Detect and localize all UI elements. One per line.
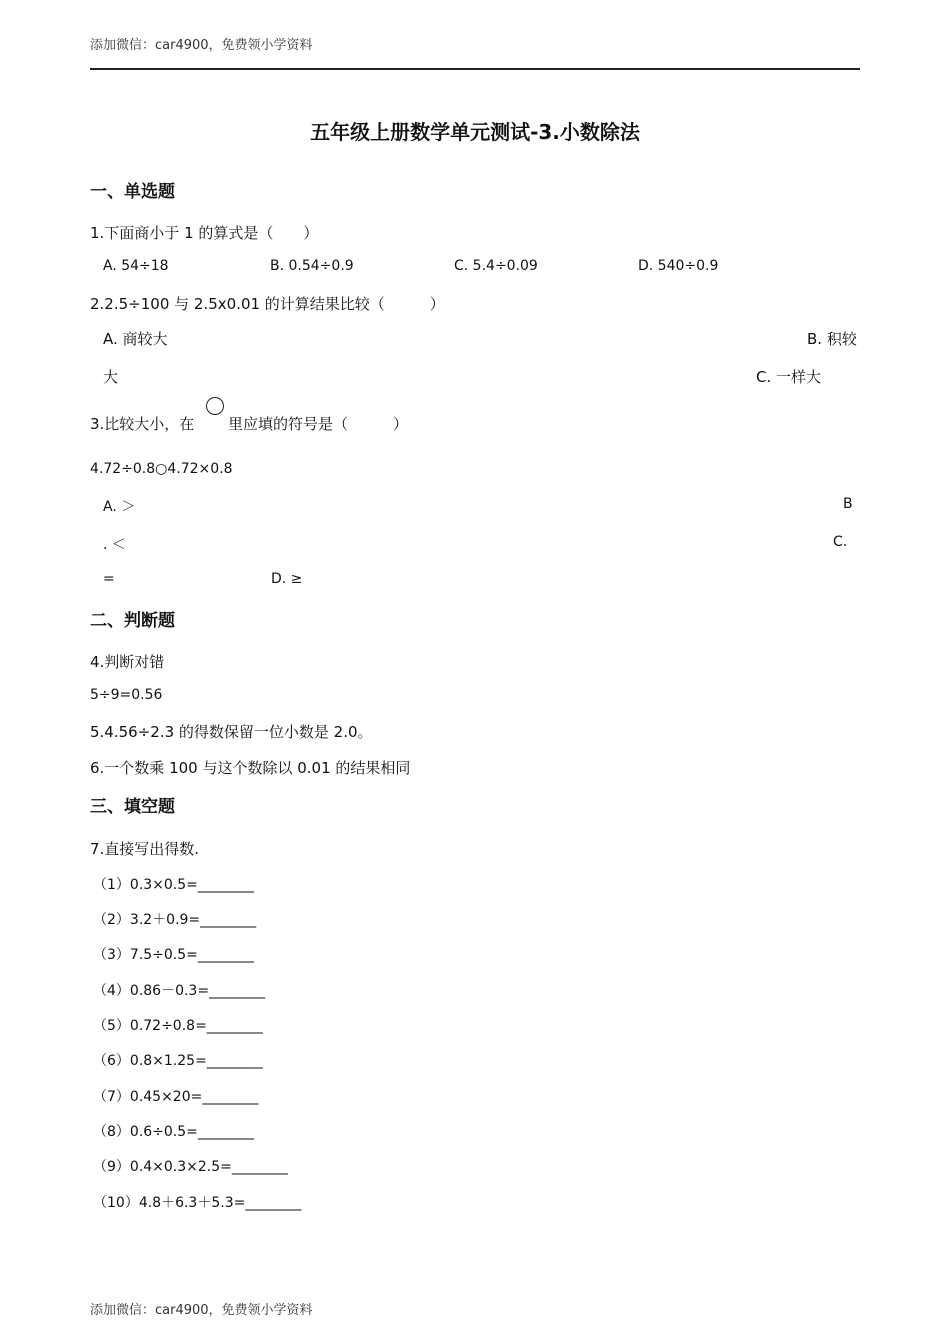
question-2-option-c: C. 一样大 xyxy=(756,368,822,386)
question-7-item: （10）4.8＋6.3＋5.3=________ xyxy=(93,1195,302,1211)
question-7-item: （6）0.8×1.25=________ xyxy=(93,1053,263,1069)
question-7-item: （1）0.3×0.5=________ xyxy=(93,877,254,893)
question-2-option-b-continued: 大 xyxy=(103,368,119,386)
question-1-stem: 1.下面商小于 1 的算式是（ ） xyxy=(90,224,319,242)
question-3-option-a: A. ＞ xyxy=(103,499,136,515)
header-note: 添加微信：car4900，免费领小学资料 xyxy=(90,38,313,53)
question-7-item: （3）7.5÷0.5=________ xyxy=(93,947,254,963)
question-7-item: （2）3.2＋0.9=________ xyxy=(93,912,257,928)
question-7-stem: 7.直接写出得数. xyxy=(90,840,200,858)
question-3-option-c: C. xyxy=(833,534,848,550)
question-2-option-b: B. 积较 xyxy=(807,330,857,348)
question-6-stem: 6.一个数乘 100 与这个数除以 0.01 的结果相同 xyxy=(90,759,411,777)
question-4-expression: 5÷9=0.56 xyxy=(90,687,163,703)
question-7-item: （7）0.45×20=________ xyxy=(93,1089,259,1105)
question-1-option-d: D. 540÷0.9 xyxy=(638,258,719,274)
header-divider xyxy=(90,68,860,70)
question-1-option-a: A. 54÷18 xyxy=(103,258,169,274)
page-title: 五年级上册数学单元测试-3.小数除法 xyxy=(310,120,640,144)
question-7-item: （4）0.86－0.3=________ xyxy=(93,983,266,999)
question-3-option-d: D. ≥ xyxy=(271,571,303,587)
question-2-stem: 2.2.5÷100 与 2.5x0.01 的计算结果比较（ ） xyxy=(90,295,445,313)
question-4-stem: 4.判断对错 xyxy=(90,653,165,671)
question-7-item: （9）0.4×0.3×2.5=________ xyxy=(93,1159,288,1175)
question-7-item: （8）0.6÷0.5=________ xyxy=(93,1124,254,1140)
question-2-option-a: A. 商较大 xyxy=(103,330,168,348)
section-heading-fill-in: 三、填空题 xyxy=(90,797,175,817)
question-3-option-b-continued: . ＜ xyxy=(103,537,126,553)
question-3-option-b: B xyxy=(843,496,853,512)
footer-note: 添加微信：car4900，免费领小学资料 xyxy=(90,1303,313,1318)
question-5-stem: 5.4.56÷2.3 的得数保留一位小数是 2.0。 xyxy=(90,723,373,741)
question-3-expression: 4.72÷0.8○4.72×0.8 xyxy=(90,461,233,477)
question-3-option-c-continued: = xyxy=(103,571,115,587)
section-heading-true-false: 二、判断题 xyxy=(90,611,175,631)
question-3-stem-end: 里应填的符号是（ ） xyxy=(228,415,409,433)
question-1-option-c: C. 5.4÷0.09 xyxy=(454,258,538,274)
question-1-option-b: B. 0.54÷0.9 xyxy=(270,258,354,274)
question-3-stem-start: 3.比较大小，在 xyxy=(90,415,195,433)
circle-blank-icon xyxy=(206,397,224,415)
section-heading-single-choice: 一、单选题 xyxy=(90,182,175,202)
question-7-item: （5）0.72÷0.8=________ xyxy=(93,1018,263,1034)
